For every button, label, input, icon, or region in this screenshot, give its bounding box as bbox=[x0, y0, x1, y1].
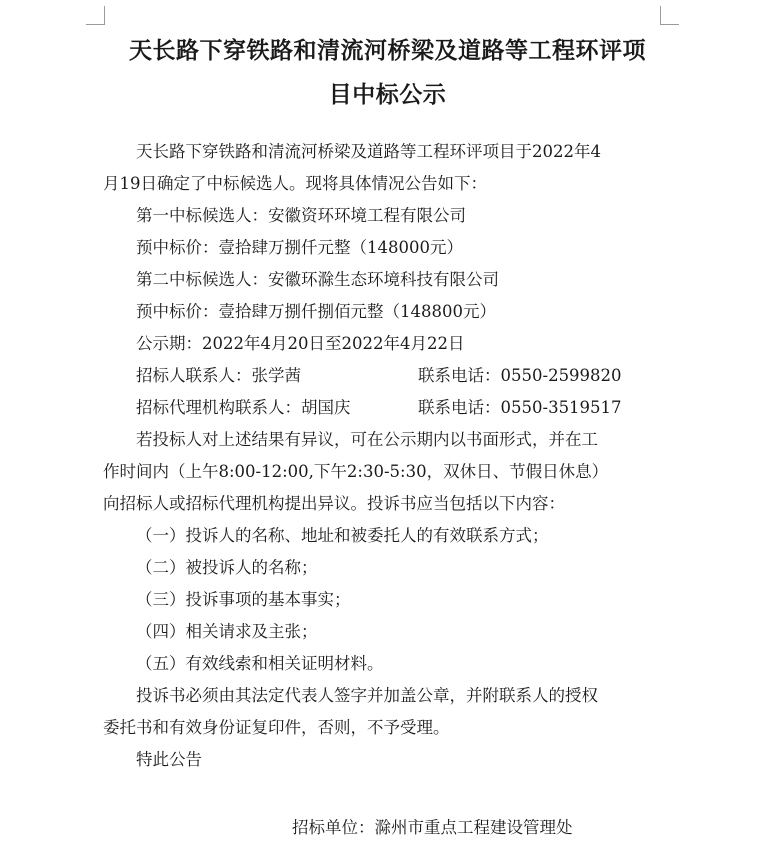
price-1: 预中标价：壹拾肆万捌仟元整（148000元） bbox=[136, 238, 463, 257]
closing-text: 特此公告 bbox=[136, 750, 202, 769]
complaint-item: （二）被投诉人的名称； bbox=[136, 558, 318, 577]
intro-line-1: 天长路下穿铁路和清流河桥梁及道路等工程环评项目于2022年4 bbox=[136, 142, 601, 161]
title-line-1: 天长路下穿铁路和清流河桥梁及道路等工程环评项 bbox=[129, 38, 646, 64]
complaint-item: （五）有效线索和相关证明材料。 bbox=[136, 654, 384, 673]
complaint-item: （四）相关请求及主张； bbox=[136, 622, 318, 641]
objection-line-3: 向招标人或招标代理机构提出异议。投诉书应当包括以下内容： bbox=[103, 494, 565, 513]
issuer: 招标单位：滁州市重点工程建设管理处 bbox=[292, 818, 573, 837]
margin-corner-top-right bbox=[660, 6, 679, 25]
complaint-item: （三）投诉事项的基本事实； bbox=[136, 590, 351, 609]
intro-line-2: 月19日确定了中标候选人。现将具体情况公告如下： bbox=[103, 174, 487, 193]
price-2: 预中标价：壹拾肆万捌仟捌佰元整（148800元） bbox=[136, 302, 496, 321]
margin-corner-top-left bbox=[86, 6, 105, 25]
objection-line-1: 若投标人对上述结果有异议，可在公示期内以书面形式，并在工 bbox=[136, 430, 598, 449]
publicity-period: 公示期：2022年4月20日至2022年4月22日 bbox=[136, 334, 465, 353]
signature-line-2: 委托书和有效身份证复印件，否则，不予受理。 bbox=[103, 718, 450, 737]
contact-1-name: 招标人联系人：张学茜 bbox=[136, 366, 301, 385]
contact-1-phone: 联系电话：0550-2599820 bbox=[418, 366, 622, 385]
complaint-item: （一）投诉人的名称、地址和被委托人的有效联系方式； bbox=[136, 526, 549, 545]
signature-line-1: 投诉书必须由其法定代表人签字并加盖公章，并附联系人的授权 bbox=[136, 686, 598, 705]
title-line-2: 目中标公示 bbox=[328, 82, 447, 108]
contact-2-phone: 联系电话：0550-3519517 bbox=[418, 398, 622, 417]
candidate-1: 第一中标候选人：安徽资环环境工程有限公司 bbox=[136, 206, 466, 225]
objection-line-2: 作时间内（上午8:00-12:00,下午2:30-5:30，双休日、节假日休息） bbox=[103, 462, 609, 481]
candidate-2: 第二中标候选人：安徽环滁生态环境科技有限公司 bbox=[136, 270, 499, 289]
contact-2-name: 招标代理机构联系人：胡国庆 bbox=[136, 398, 351, 417]
